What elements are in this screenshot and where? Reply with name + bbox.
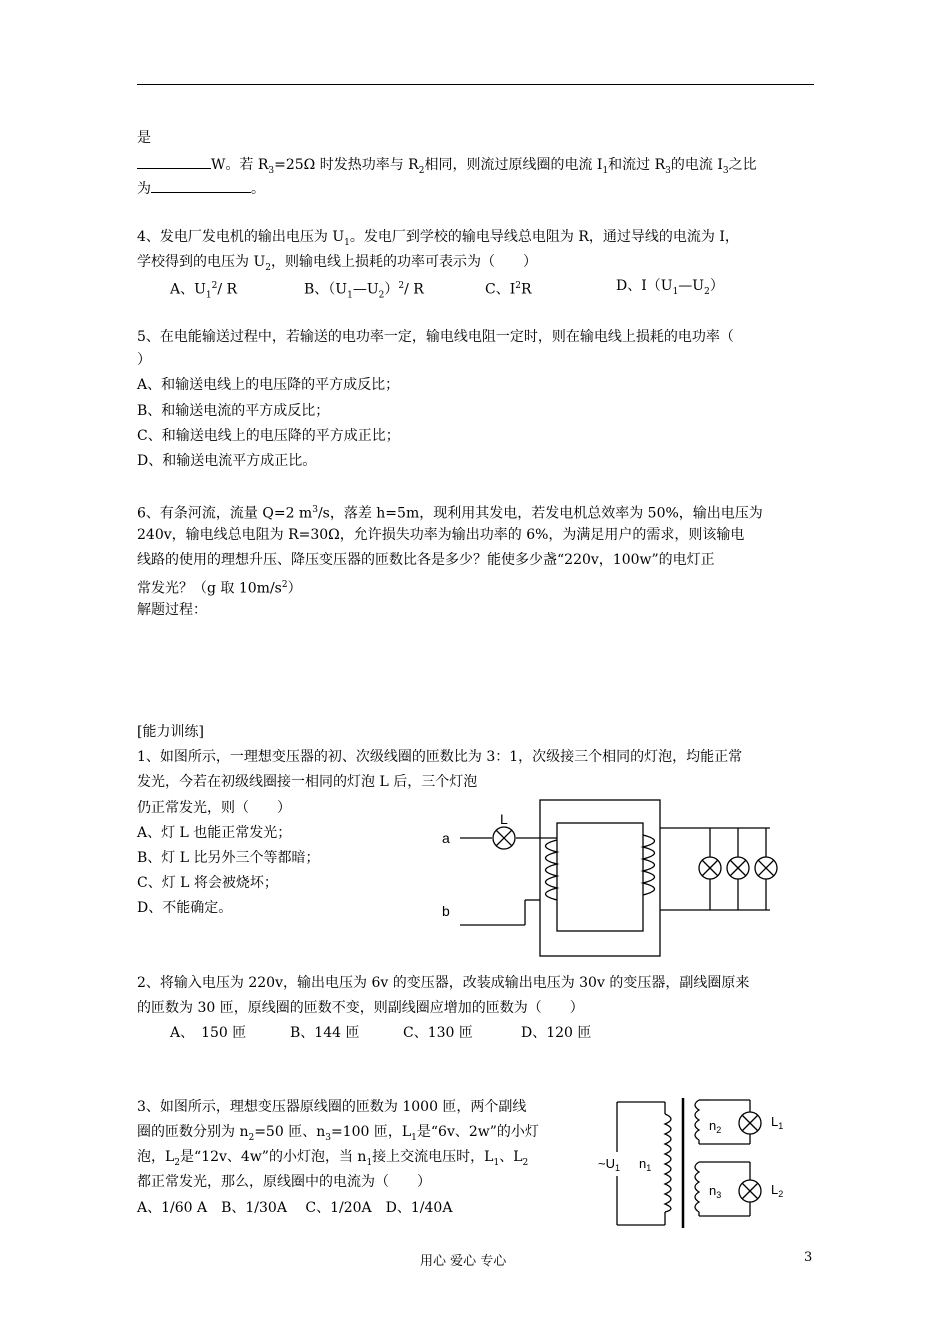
ability-q1-line2: 发光，今若在初级线圈接一相同的灯泡 L 后，三个灯泡 xyxy=(137,774,478,790)
ability-q3-options[interactable]: A、1/60 A B、1/30A C、1/20A D、1/40A xyxy=(137,1200,453,1216)
primary-coil xyxy=(546,840,558,900)
label-n2: $n_2$ xyxy=(709,1118,722,1135)
core-inner xyxy=(557,823,643,931)
ability-q1-option-b[interactable]: B、灯 L 比另外三个等都暗； xyxy=(137,850,320,866)
lamp-icon xyxy=(755,857,777,879)
label-n1: $n_1$ xyxy=(639,1156,652,1173)
q5-option-a[interactable]: A、和输送电线上的电压降的平方成反比； xyxy=(137,377,400,393)
label-L2: $L_2$ xyxy=(771,1182,784,1199)
transformer-figure-2 xyxy=(595,1090,795,1230)
q4-stem-1: 4、发电厂发电机的输出电压为 $U_1$。发电厂到学校的输电导线总电阻为 R，通过导线的电流为 I， xyxy=(137,229,739,248)
header-rule xyxy=(137,84,814,85)
secondary-coil-n2 xyxy=(695,1100,699,1140)
q3-line1: 是 xyxy=(137,130,151,146)
lamp-icon xyxy=(727,857,749,879)
lamp-L2-icon xyxy=(739,1180,761,1202)
ability-q3-line3: 泡，$L_2$是“12v、4w”的小灯泡，当 $n_1$接上交流电压时，$L_1$、$L_2$ xyxy=(137,1149,529,1168)
q6-line3: 线路的使用的理想升压、降压变压器的匝数比各是多少？能使多少盏“220v，100w”的电灯正 xyxy=(137,552,715,568)
q4-option-c[interactable]: C、$I^2R$ xyxy=(485,281,532,298)
ability-q1-option-d[interactable]: D、不能确定。 xyxy=(137,900,233,916)
answer-blank-1[interactable] xyxy=(137,154,211,169)
label-b: b xyxy=(442,903,450,919)
ability-q3-line4: 都正常发光，那么，原线圈中的电流为（ ） xyxy=(137,1174,431,1190)
ability-q2-option-d[interactable]: D、120 匝 xyxy=(521,1025,592,1041)
q5-option-c[interactable]: C、和输送电线上的电压降的平方成正比； xyxy=(137,428,400,444)
q5-option-b[interactable]: B、和输送电流的平方成反比； xyxy=(137,403,330,419)
q5-option-d[interactable]: D、和输送电流平方成正比。 xyxy=(137,453,317,469)
ability-q2-option-b[interactable]: B、144 匝 xyxy=(290,1025,360,1041)
q3-line2: W。若 $R_3=25\Omega$ 时发热功率与 $R_2$相同，则流过原线圈的电流 $I_1$和流过 $R_3$的电流 $I_3$之比 xyxy=(137,154,757,181)
q4-stem-2: 学校得到的电压为 $U_2$，则输电线上损耗的功率可表示为（ ） xyxy=(137,254,537,273)
primary-coil-n1 xyxy=(665,1114,671,1212)
secondary-coil-n3 xyxy=(695,1162,699,1212)
ability-q2-option-c[interactable]: C、130 匝 xyxy=(403,1025,473,1041)
q4-option-d[interactable]: D、$I(U_1—U_2)$ xyxy=(616,278,724,297)
ability-q1-line3: 仍正常发光，则（ ） xyxy=(137,800,291,816)
q6-line4: 常发光？（g 取 $10m/s^2$） xyxy=(137,580,302,597)
q4-option-b[interactable]: B、$(U_1—U_2)^2/$ R xyxy=(304,281,424,301)
ability-q3-line2: 圈的匝数分别为 $n_2=50$ 匝、$n_3=100$ 匝，$L_1$是“6v、2w”的小灯 xyxy=(137,1124,539,1143)
q6-line2: 240v，输电线总电阻为 R=30Ω，允许损失功率为输出功率的 6%，为满足用户的需求，则该输电 xyxy=(137,527,745,543)
lamp-icon xyxy=(699,857,721,879)
ability-q1-option-a[interactable]: A、灯 L 也能正常发光； xyxy=(137,825,292,841)
q3-line3: 为 。 xyxy=(137,178,265,199)
q6-solution-label: 解题过程： xyxy=(137,602,207,618)
ability-q2-line1: 2、将输入电压为 220v，输出电压为 6v 的变压器，改装成输出电压为 30v 的变压器，副线圈原来 xyxy=(137,975,750,991)
label-L1: $L_1$ xyxy=(771,1114,784,1131)
q5-stem-2: ） xyxy=(137,352,151,368)
lamp-L1-icon xyxy=(739,1112,761,1134)
page-number: 3 xyxy=(804,1250,813,1265)
ability-q1-option-c[interactable]: C、灯 L 将会被烧坏； xyxy=(137,875,278,891)
q5-stem-1: 5、在电能输送过程中，若输送的电功率一定，输电线电阻一定时，则在输电线上损耗的电功率（ xyxy=(137,329,734,345)
q6-line1: 6、有条河流，流量 Q=2 $m^3/s$，落差 h=5m，现利用其发电，若发电机总效率为 50%，输出电压为 xyxy=(137,505,763,522)
answer-blank-2[interactable] xyxy=(151,178,251,193)
ability-q2-option-a[interactable]: A、 150 匝 xyxy=(170,1025,247,1041)
q4-option-a[interactable]: A、$U_1^2/$ R xyxy=(170,281,238,301)
label-a: a xyxy=(442,830,450,846)
ability-q2-line2: 的匝数为 30 匝，原线圈的匝数不变，则副线圈应增加的匝数为（ ） xyxy=(137,1000,584,1016)
ability-q3-line1: 3、如图所示，理想变压器原线圈的匝数为 1000 匝，两个副线 xyxy=(137,1099,527,1115)
transformer-figure-1 xyxy=(430,790,790,960)
secondary-coil xyxy=(643,835,655,895)
label-n3: $n_3$ xyxy=(709,1183,722,1200)
lamp-L-icon xyxy=(493,827,515,849)
footer-slogan: 用心 爱心 专心 xyxy=(420,1254,507,1269)
ability-heading: [能力训练] xyxy=(137,724,204,740)
label-L: L xyxy=(500,811,508,827)
label-U1: $\sim U_1$ xyxy=(598,1156,620,1173)
ability-q1-line1: 1、如图所示，一理想变压器的初、次级线圈的匝数比为 3：1，次级接三个相同的灯泡，均能正常 xyxy=(137,749,743,765)
